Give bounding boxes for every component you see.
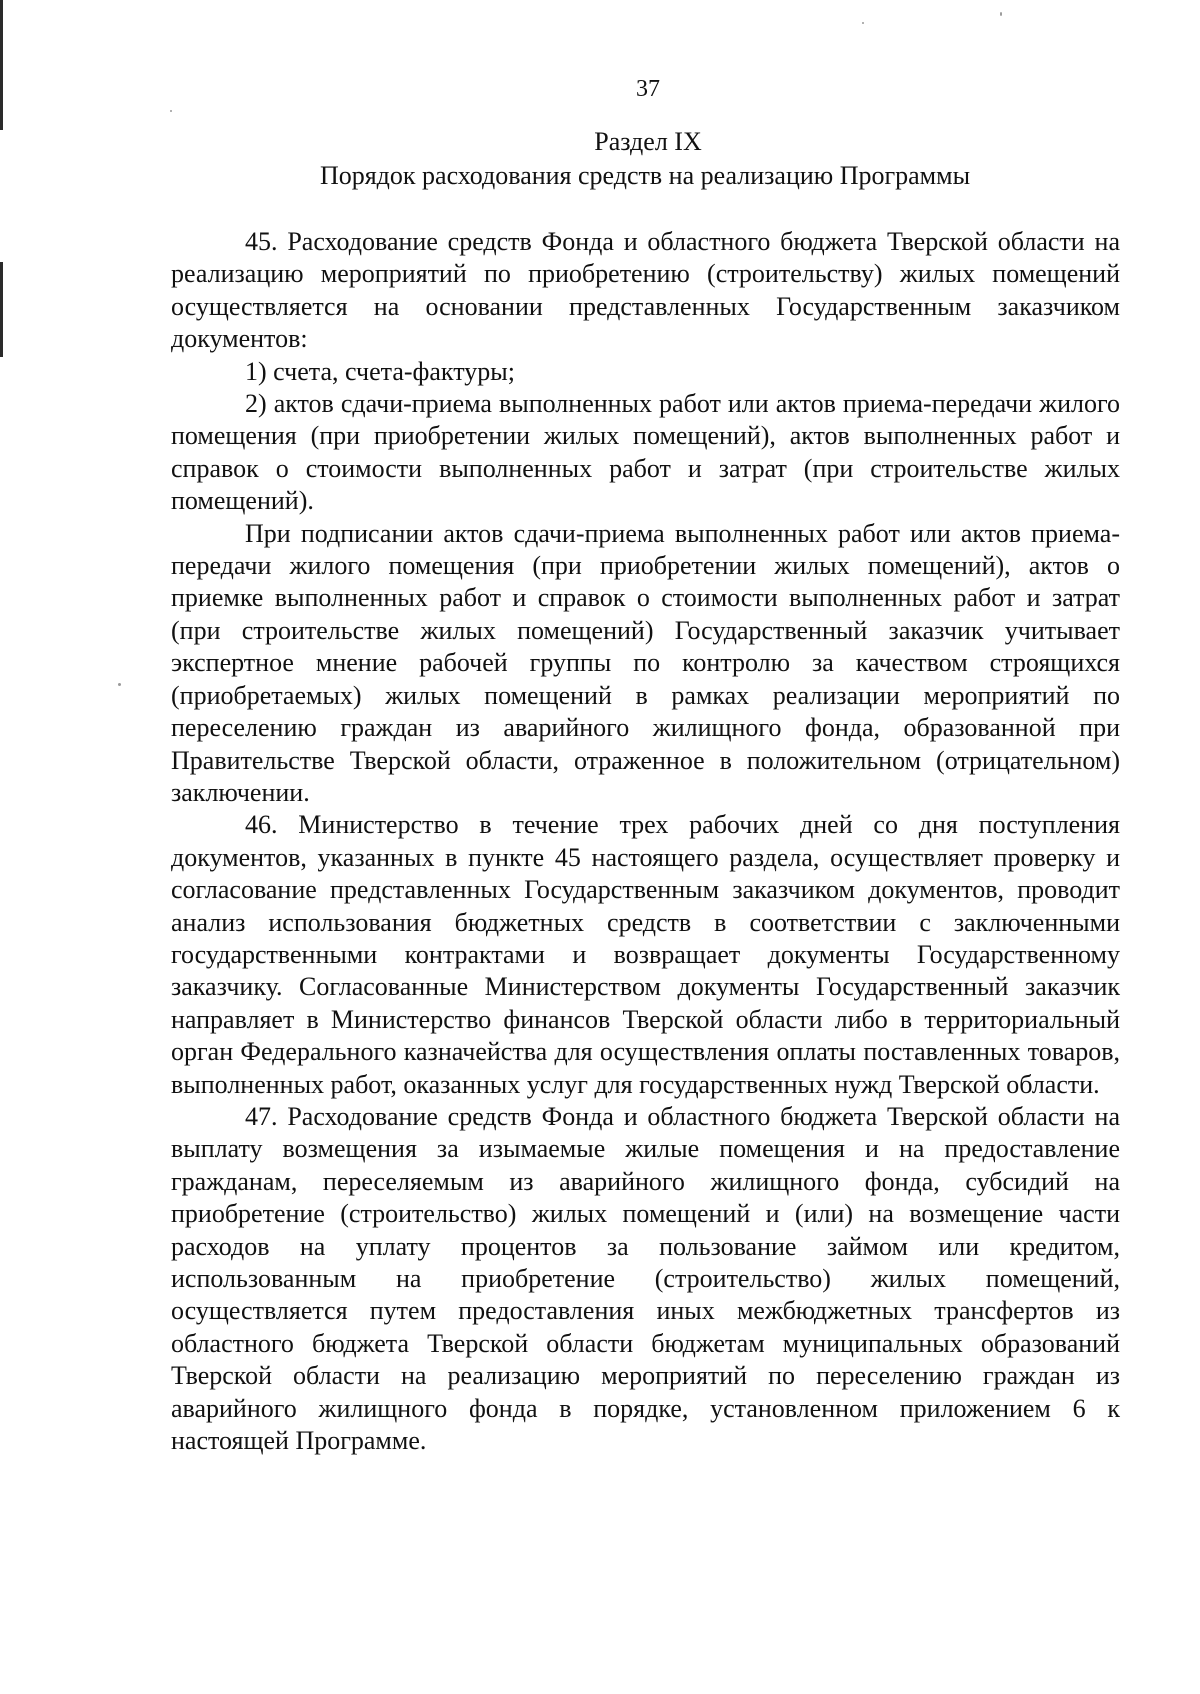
page-number: 37 xyxy=(636,76,660,102)
paragraph-46: 46. Министерство в течение трех рабочих дней со дня поступления документов, указанных в пункте 45 настоящего раздела, осуществляет проверку и согласование представленных Государственным заказчиком документов, проводит анализ использования бюджетных средств в соответствии с заключенными государственными контрактами и возвращает документы Государственному заказчику. Согласованные Министерством документы Государственный заказчик направляет в Министерство финансов Тверской области либо в территориальный орган Федерального казначейства для осуществления оплаты поставленных товаров, выполненных работ, оказанных услуг для государственных нужд Тверской области. xyxy=(171,810,1120,1099)
paragraph-47: 47. Расходование средств Фонда и областного бюджета Тверской области на выплату возмещения за изымаемые жилые помещения и на предоставление гражданам, переселяемым из аварийного жилищного фонда, субсидий на приобретение (строительство) жилых помещений и (или) на возмещение части расходов на уплату процентов за пользование займом или кредитом, использованным на приобретение (строительство) жилых помещений, осуществляется путем предоставления иных межбюджетных трансфертов из областного бюджета Тверской области бюджетам муниципальных образований Тверской области на реализацию мероприятий по переселению граждан из аварийного жилищного фонда в порядке, установленном приложением 6 к настоящей Программе. xyxy=(171,1101,1120,1456)
paragraph-45: 45. Расходование средств Фонда и областного бюджета Тверской области на реализацию мероприятий по приобретению (строительству) жилых помещений осуществляется на основании представленных Государственным заказчиком документов: xyxy=(171,227,1120,354)
scan-speck xyxy=(862,22,864,24)
scan-edge-mark-middle xyxy=(0,262,3,357)
scan-speck xyxy=(170,110,172,112)
section-subtitle: Порядок расходования средств на реализацию Программы xyxy=(319,161,971,190)
list-item-2: 2) актов сдачи-приема выполненных работ или актов приема-передачи жилого помещения (при приобретении жилых помещений), актов выполненных работ и справок о стоимости выполненных работ и затрат (при строительстве жилых помещений). xyxy=(171,389,1120,516)
section-title: Раздел IX xyxy=(594,127,702,156)
scan-speck xyxy=(118,683,121,686)
document-body xyxy=(171,226,1120,1457)
paragraph-signing-acts: При подписании актов сдачи-приема выполненных работ или актов приема-передачи жилого помещения (при приобретении жилых помещений), актов о приемке выполненных работ и справок о стоимости выполненных работ и затрат (при строительстве жилых помещений) Государственный заказчик учитывает экспертное мнение рабочей группы по контролю за качеством строящихся (приобретаемых) жилых помещений в рамках реализации мероприятий по переселению граждан из аварийного жилищного фонда, образованной при Правительстве Тверской области, отраженное в положительном (отрицательном) заключении. xyxy=(171,518,1120,807)
scan-speck xyxy=(1000,12,1002,16)
list-item-1: 1) счета, счета-фактуры; xyxy=(245,356,515,386)
scan-edge-mark-top xyxy=(0,0,3,130)
